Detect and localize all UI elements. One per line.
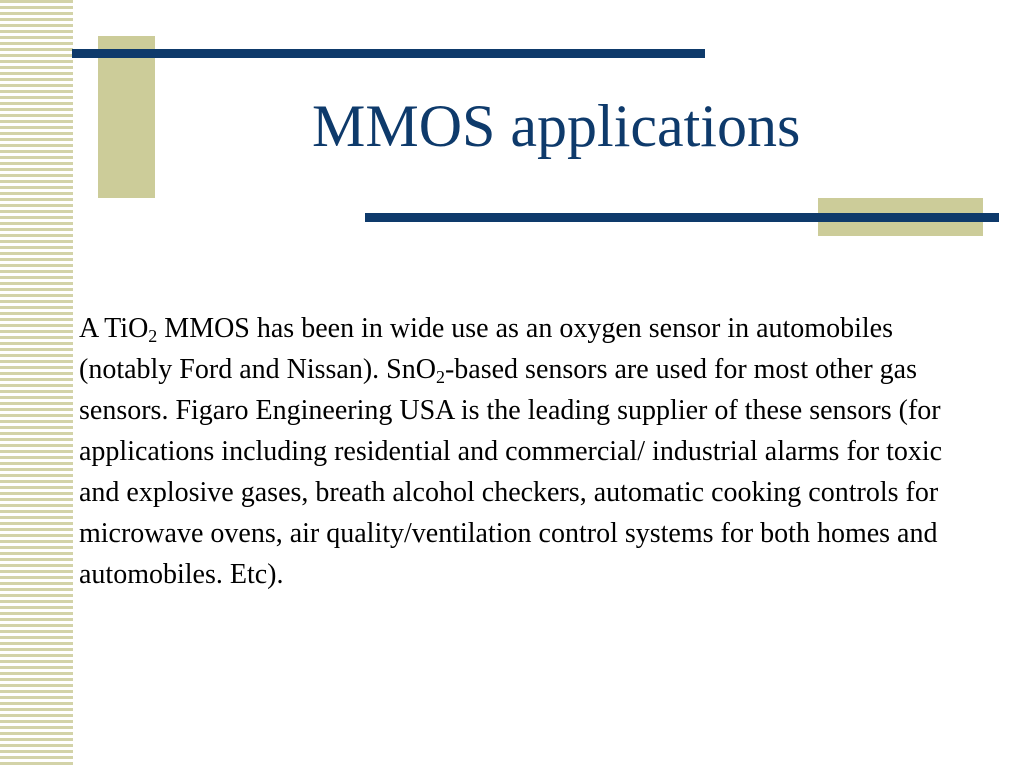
- slide-body-text: [79, 308, 969, 595]
- sno2-subscript: 2: [435, 367, 445, 387]
- body-text-part-1: A TiO: [79, 313, 149, 344]
- accent-block-top: [98, 36, 155, 198]
- title-rule-top: [72, 49, 705, 58]
- left-stripe-decoration: [0, 0, 73, 768]
- title-rule-bottom: [365, 213, 999, 222]
- body-text-part-3: -based sensors are used for most other gas sensors. Figaro Engineering USA is the leading supplier of these sensors (for applications including residential and commercial/ industrial alarms for toxic and explosive gases, breath alcohol checkers, automatic cooking controls for microwave ovens, air quality/ventilation control systems for both homes and automobiles. Etc).: [79, 354, 943, 590]
- slide-title: MMOS applications: [312, 93, 801, 159]
- tio2-subscript: 2: [148, 326, 158, 346]
- body-text-part-2: MMOS has been in wide use as an oxygen sensor in automobiles (notably Ford and Nissan). SnO: [79, 313, 893, 385]
